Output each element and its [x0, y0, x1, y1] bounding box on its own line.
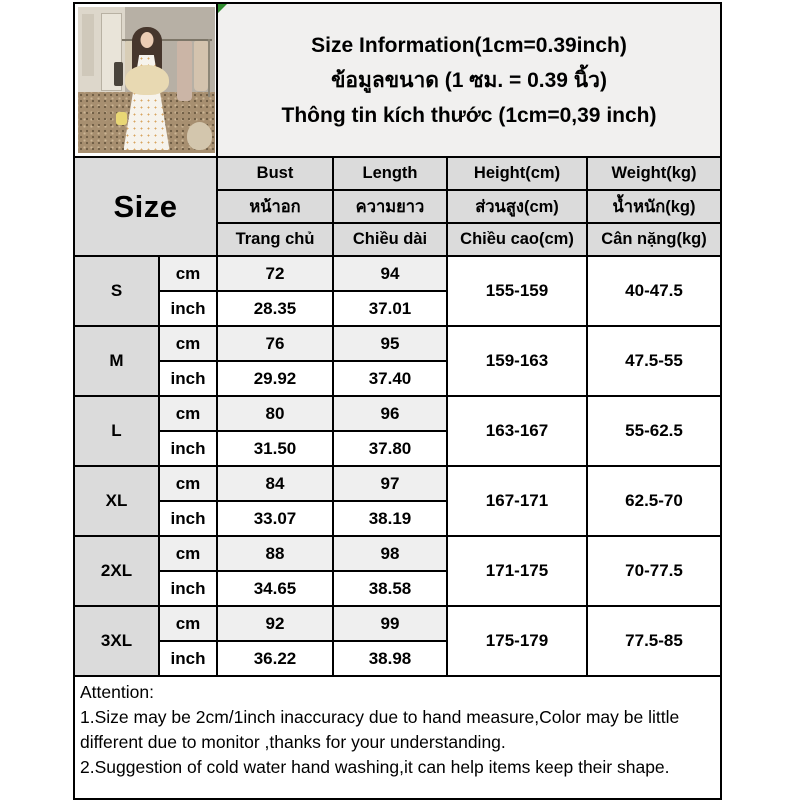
height-range-value: 163-167 — [447, 396, 587, 466]
length-cm-value: 95 — [333, 326, 447, 361]
photo-stool — [187, 122, 212, 150]
height-range-value: 175-179 — [447, 606, 587, 676]
bust-cm-value: 76 — [217, 326, 333, 361]
corner-flag-icon — [218, 4, 227, 13]
bust-inch-value: 36.22 — [217, 641, 333, 676]
weight-range-value: 62.5-70 — [587, 466, 721, 536]
bust-cm-value: 92 — [217, 606, 333, 641]
unit-inch-label: inch — [159, 571, 217, 606]
length-inch-value: 37.80 — [333, 431, 447, 466]
unit-cm-label: cm — [159, 466, 217, 501]
bust-cm-value: 80 — [217, 396, 333, 431]
unit-inch-label: inch — [159, 291, 217, 326]
col-header-length-en: Length — [333, 157, 447, 190]
unit-inch-label: inch — [159, 431, 217, 466]
attention-row — [74, 676, 721, 799]
unit-cm-label: cm — [159, 396, 217, 431]
attention-item: 2.Suggestion of cold water hand washing,it can help items keep their shape. — [80, 757, 670, 777]
length-inch-value: 37.01 — [333, 291, 447, 326]
length-inch-value: 38.19 — [333, 501, 447, 536]
col-header-weight-en: Weight(kg) — [587, 157, 721, 190]
length-cm-value: 98 — [333, 536, 447, 571]
size-label: L — [74, 396, 159, 466]
table-row — [74, 256, 721, 291]
bust-cm-value: 84 — [217, 466, 333, 501]
height-range-value: 167-171 — [447, 466, 587, 536]
title-cell — [217, 3, 721, 157]
photo-closet-nook — [82, 14, 94, 75]
attention-heading: Attention: — [80, 682, 154, 702]
title-row — [74, 3, 721, 157]
photo-model-handbag — [116, 112, 127, 125]
unit-inch-label: inch — [159, 361, 217, 396]
table-row — [74, 326, 721, 361]
col-header-length-vi: Chiều dài — [333, 223, 447, 256]
size-label: M — [74, 326, 159, 396]
photo-model-face — [140, 32, 153, 48]
length-cm-value: 96 — [333, 396, 447, 431]
length-cm-value: 94 — [333, 256, 447, 291]
weight-range-value: 70-77.5 — [587, 536, 721, 606]
product-photo — [78, 7, 215, 153]
length-cm-value: 97 — [333, 466, 447, 501]
weight-range-value: 77.5-85 — [587, 606, 721, 676]
size-label: S — [74, 256, 159, 326]
height-range-value: 159-163 — [447, 326, 587, 396]
col-header-bust-en: Bust — [217, 157, 333, 190]
col-header-bust-vi: Trang chủ — [217, 223, 333, 256]
size-label: 3XL — [74, 606, 159, 676]
bust-inch-value: 31.50 — [217, 431, 333, 466]
product-photo-cell — [74, 3, 217, 157]
unit-inch-label: inch — [159, 641, 217, 676]
col-header-height-en: Height(cm) — [447, 157, 587, 190]
unit-cm-label: cm — [159, 606, 217, 641]
col-header-length-th: ความยาว — [333, 190, 447, 223]
height-range-value: 155-159 — [447, 256, 587, 326]
col-header-bust-th: หน้าอก — [217, 190, 333, 223]
photo-garment — [177, 41, 192, 101]
photo-dark-object — [114, 62, 124, 85]
bust-inch-value: 33.07 — [217, 501, 333, 536]
photo-garment — [194, 41, 208, 91]
table-row — [74, 396, 721, 431]
photo-model-cardigan — [125, 65, 169, 95]
weight-range-value: 55-62.5 — [587, 396, 721, 466]
attention-note — [74, 676, 721, 799]
length-inch-value: 37.40 — [333, 361, 447, 396]
header-row-en — [74, 157, 721, 190]
size-chart-sheet — [73, 2, 722, 800]
col-header-height-th: ส่วนสูง(cm) — [447, 190, 587, 223]
col-header-weight-vi: Cân nặng(kg) — [587, 223, 721, 256]
height-range-value: 171-175 — [447, 536, 587, 606]
size-label: XL — [74, 466, 159, 536]
length-cm-value: 99 — [333, 606, 447, 641]
attention-item: 1.Size may be 2cm/1inch inaccuracy due to hand measure,Color may be little different due to monitor ,thanks for your understanding. — [80, 707, 680, 752]
unit-inch-label: inch — [159, 501, 217, 536]
length-inch-value: 38.58 — [333, 571, 447, 606]
table-row — [74, 466, 721, 501]
unit-cm-label: cm — [159, 326, 217, 361]
table-row — [74, 536, 721, 571]
unit-cm-label: cm — [159, 256, 217, 291]
bust-inch-value: 34.65 — [217, 571, 333, 606]
bust-cm-value: 88 — [217, 536, 333, 571]
bust-inch-value: 28.35 — [217, 291, 333, 326]
col-header-height-vi: Chiều cao(cm) — [447, 223, 587, 256]
size-column-header: Size — [74, 157, 217, 256]
weight-range-value: 47.5-55 — [587, 326, 721, 396]
length-inch-value: 38.98 — [333, 641, 447, 676]
weight-range-value: 40-47.5 — [587, 256, 721, 326]
col-header-weight-th: น้ำหนัก(kg) — [587, 190, 721, 223]
size-label: 2XL — [74, 536, 159, 606]
title-english: Size Information(1cm=0.39inch) — [311, 33, 627, 57]
bust-cm-value: 72 — [217, 256, 333, 291]
bust-inch-value: 29.92 — [217, 361, 333, 396]
title-vietnamese: Thông tin kích thước (1cm=0,39 inch) — [281, 103, 657, 127]
title-thai: ข้อมูลขนาด (1 ซม. = 0.39 นิ้ว) — [331, 68, 607, 92]
unit-cm-label: cm — [159, 536, 217, 571]
table-row — [74, 606, 721, 641]
